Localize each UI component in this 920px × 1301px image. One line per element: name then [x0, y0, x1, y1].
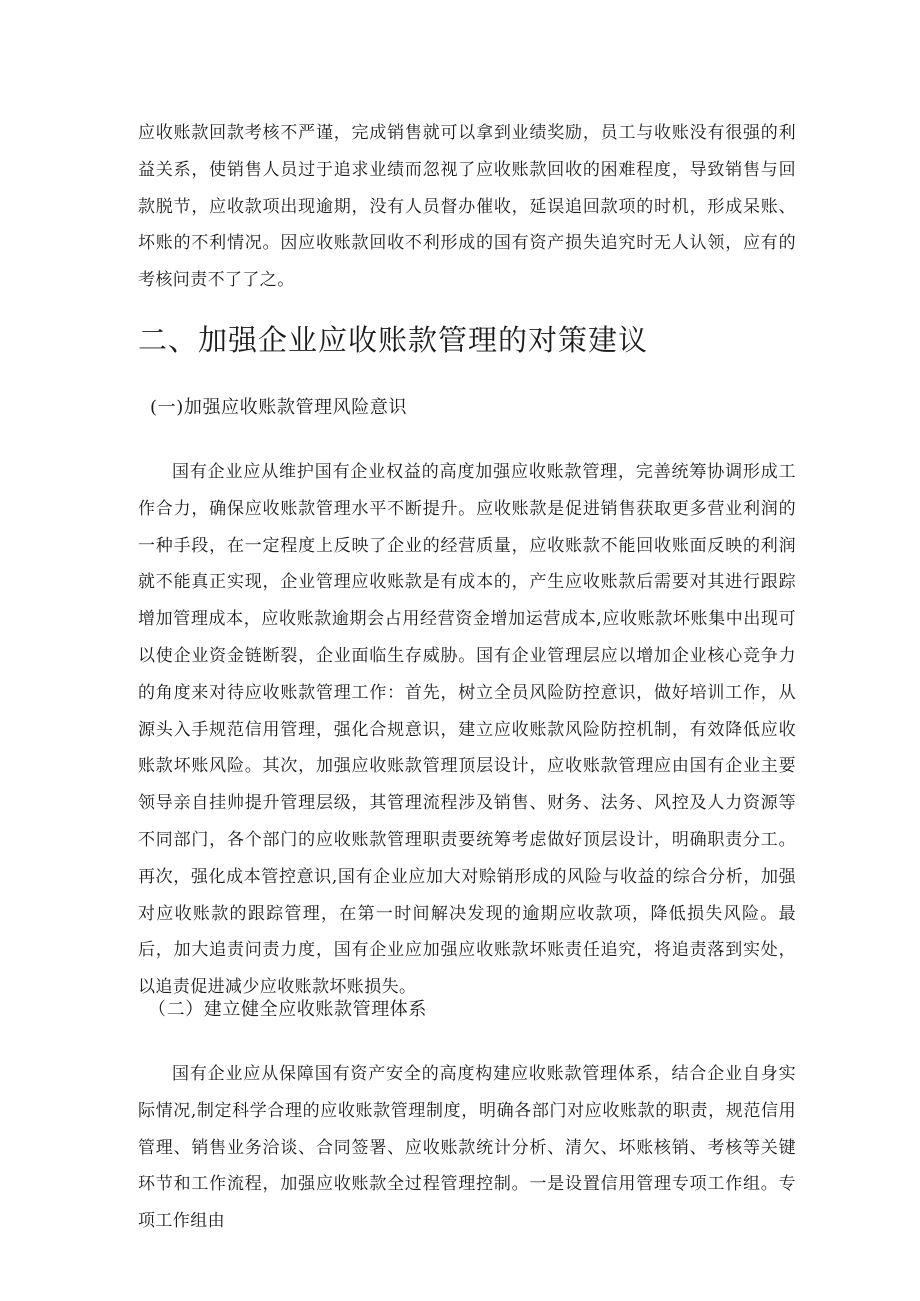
subsection-2-paragraph: 国有企业应从保障国有资产安全的高度构建应收账款管理体系，结合企业自身实际情况,制定科学合理的应收账款管理制度，明确各部门对应收账款的职责，规范信用管理、销售业务洽谈、合同签署、应收账款统计分析、清欠、坏账核销、考核等关键环节和工作流程，加强应收账款全过程管理控制。一是设置信用管理专项工作组。专项工作组由: [138, 1064, 796, 1232]
subsection-1-paragraph: 国有企业应从维护国有企业权益的高度加强应收账款管理，完善统筹协调形成工作合力，确保应收账款管理水平不断提升。应收账款是促进销售获取更多营业利润的一种手段，在一定程度上反映了企业的经营质量，应收账款不能回收账面反映的利润就不能真正实现，企业管理应收账款是有成本的，产生应收账款后需要对其进行跟踪增加管理成本，应收账款逾期会占用经营资金增加运营成本,应收账款坏账集中出现可以使企业资金链断裂，企业面临生存威胁。国有企业管理层应以增加企业核心竞争力的角度来对待应收账款管理工作：首先，树立全员风险防控意识，做好培训工作，从源头入手规范信用管理，强化合规意识，建立应收账款风险防控机制，有效降低应收账款坏账风险。其次，加强应收账款管理顶层设计，应收账款管理应由国有企业主要领导亲自挂帅提升管理层级，其管理流程涉及销售、财务、法务、风控及人力资源等不同部门，各个部门的应收账款管理职责要统筹考虑做好顶层设计，明确职责分工。再次，强化成本管控意识,国有企业应加大对赊销形成的风险与收益的综合分析，加强对应收账款的跟踪管理，在第一时间解决发现的逾期应收款项，降低损失风险。最后，加大追责问责力度，国有企业应加强应收账款坏账责任追究，将追责落到实处，以追责促进减少应收账款坏账损失。: [138, 462, 796, 998]
subsection-1-heading: (一)加强应收账款管理风险意识: [150, 397, 408, 418]
intro-paragraph: 应收账款回款考核不严谨，完成销售就可以拿到业绩奖励，员工与收账没有很强的利益关系，使销售人员过于追求业绩而忽视了应收账款回收的困难程度，导致销售与回款脱节，应收款项出现逾期，没有人员督办催收，延误追回款项的时机，形成呆账、坏账的不利情况。因应收账款回收不利形成的国有资产损失追究时无人认领，应有的考核问责不了了之。: [138, 123, 796, 291]
section-heading: 二、加强企业应收账款管理的对策建议: [138, 323, 649, 357]
subsection-2-heading: （二）建立健全应收账款管理体系: [148, 999, 427, 1020]
